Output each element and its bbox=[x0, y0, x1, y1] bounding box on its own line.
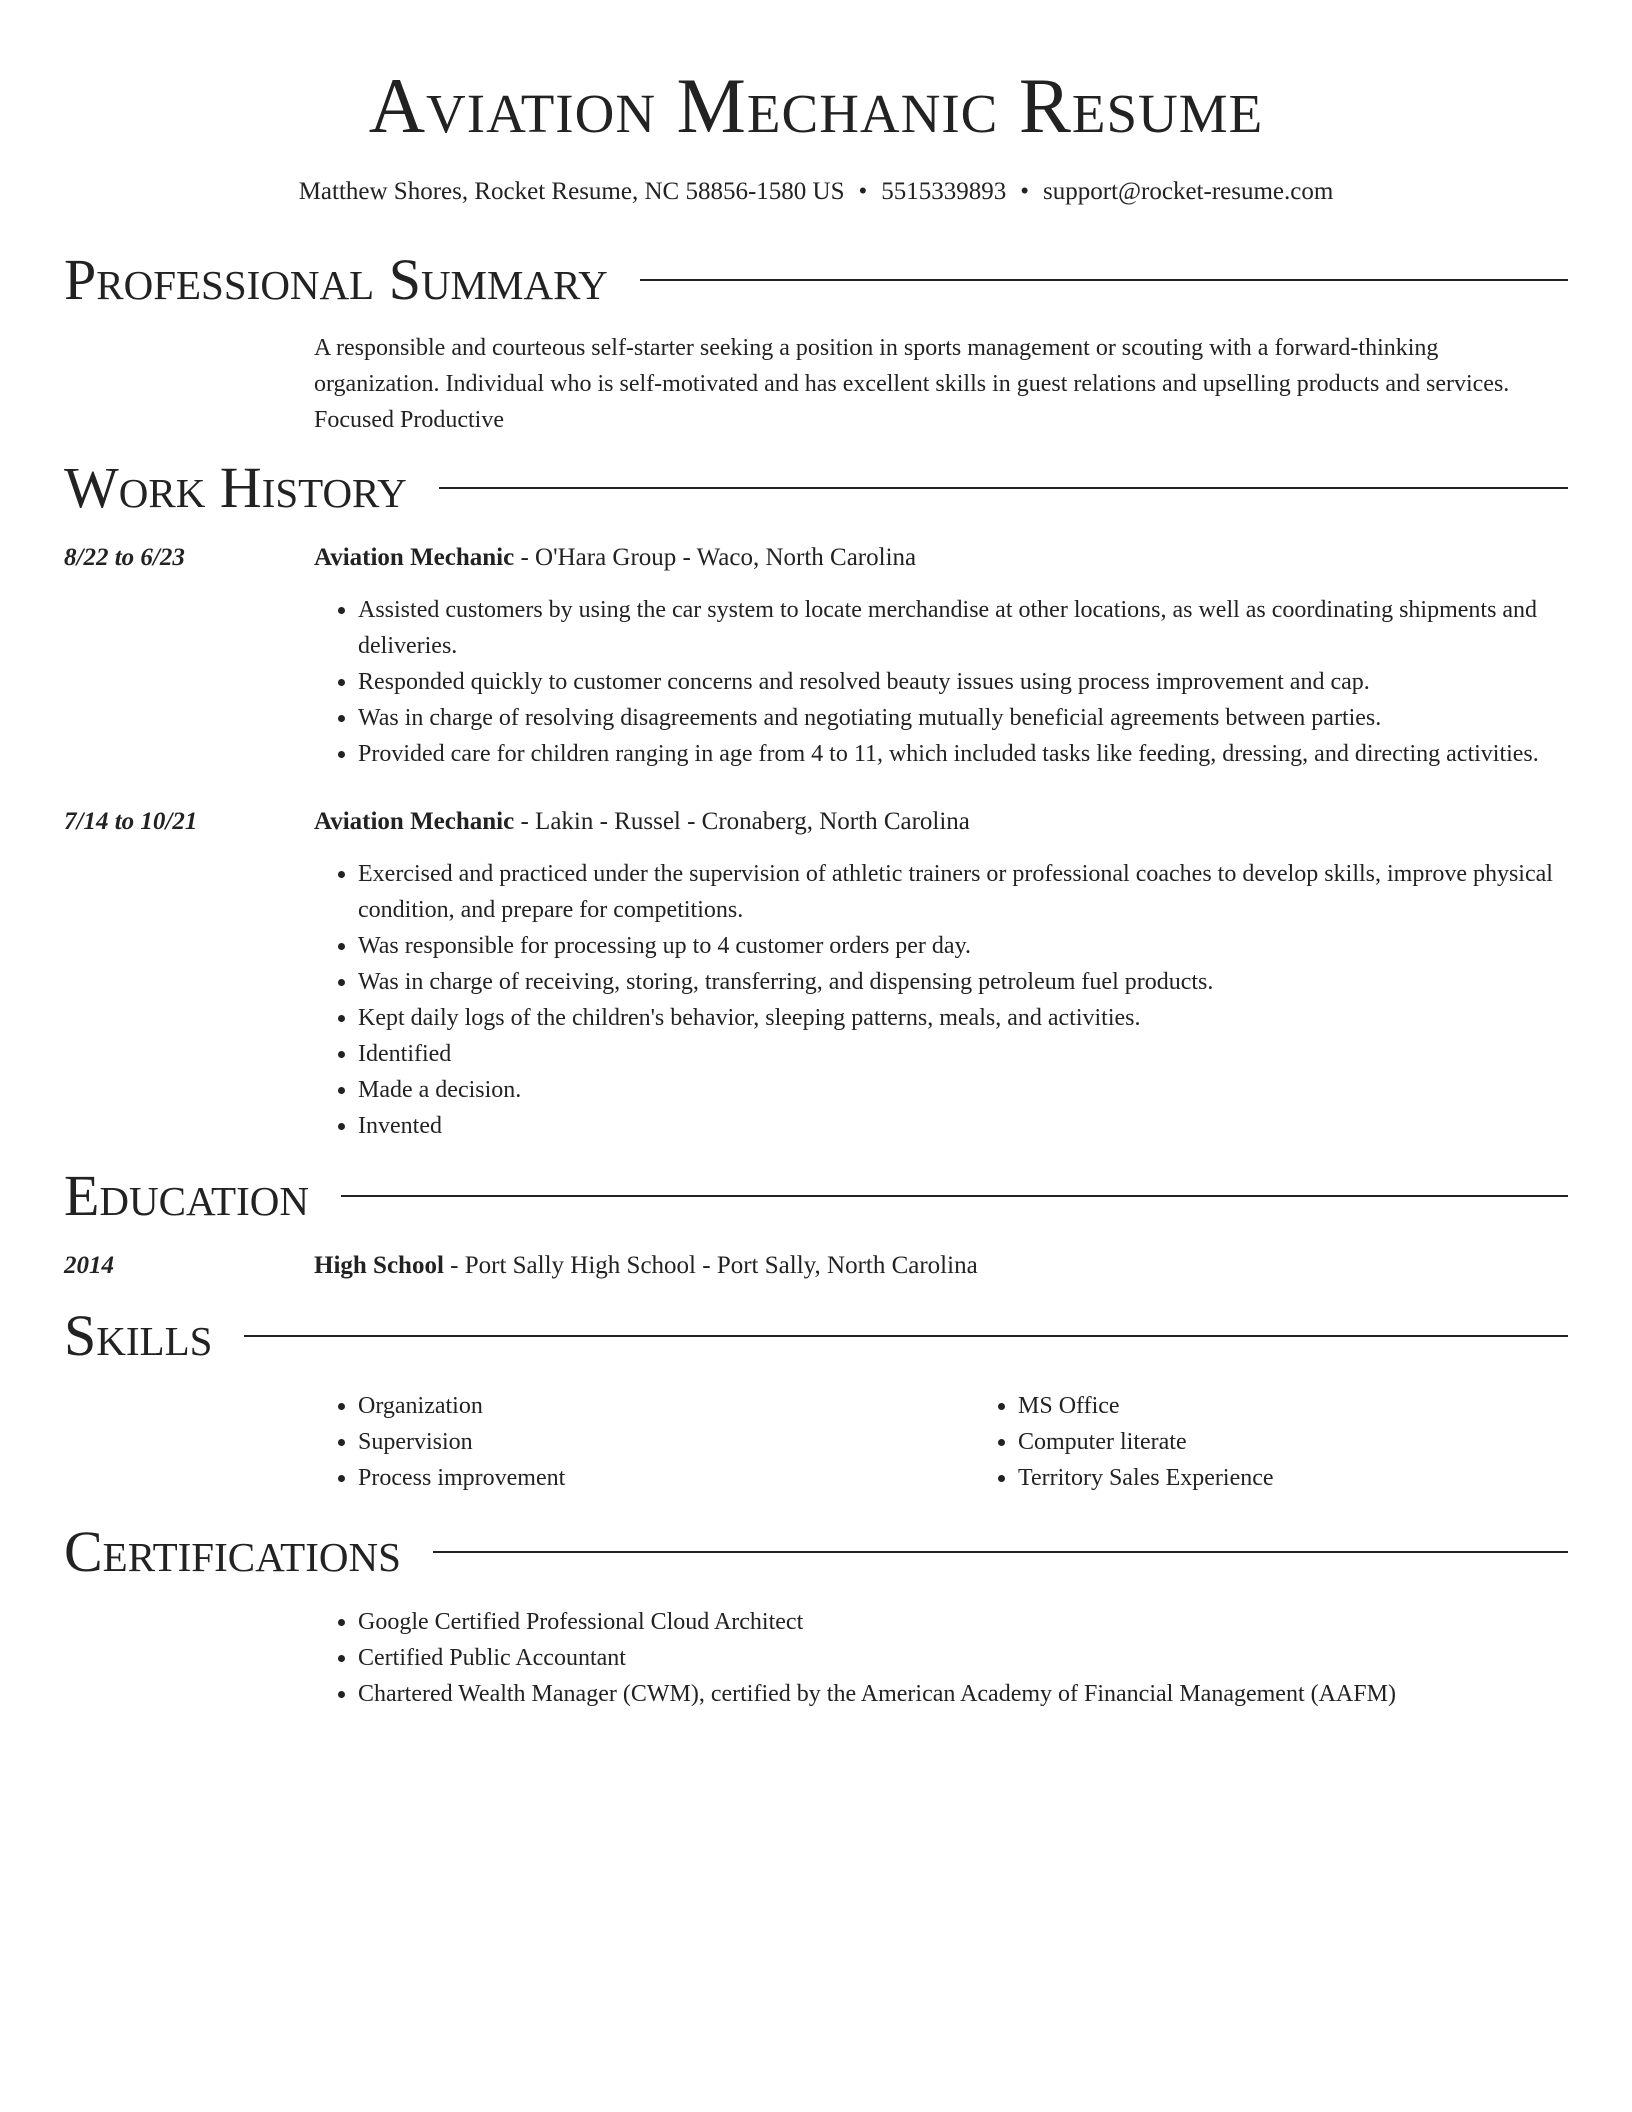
certifications-list bbox=[314, 1604, 1568, 1712]
contact-separator: • bbox=[858, 178, 868, 205]
section-title-skills: Skills bbox=[64, 1303, 213, 1368]
list-item: • Provided care for children ranging in age from 4 to 11, which included tasks like feeding, dressing, and directing activities. bbox=[358, 736, 1568, 772]
skills-grid bbox=[314, 1388, 1568, 1496]
section-header-education bbox=[64, 1164, 1568, 1228]
contact-email: support@rocket-resume.com bbox=[1043, 178, 1334, 205]
summary-text: A responsible and courteous self-starter seeking a position in sports management or scouting with a forward-thinking organization. Individual who is self-motivated and has excellent skills in guest relations and upselling products and services. Focused Productive bbox=[314, 335, 1510, 433]
education-heading bbox=[314, 1248, 1568, 1284]
section-title-summary: Professional Summary bbox=[64, 247, 608, 312]
skills-column-left bbox=[314, 1388, 974, 1496]
section-title-education: Education bbox=[64, 1163, 309, 1228]
list-item: • Responded quickly to customer concerns and resolved beauty issues using process improvement and cap. bbox=[358, 664, 1568, 700]
section-divider bbox=[640, 279, 1568, 281]
job-body bbox=[314, 804, 1568, 1144]
job-entry bbox=[64, 540, 1568, 772]
section-divider bbox=[433, 1551, 1568, 1553]
education-body bbox=[314, 1248, 1568, 1284]
section-header-work bbox=[64, 456, 1568, 520]
section-divider bbox=[341, 1195, 1568, 1197]
list-item: • Process improvement bbox=[358, 1460, 974, 1496]
certifications-bullets bbox=[314, 1604, 1568, 1712]
section-title-work: Work History bbox=[64, 455, 407, 520]
list-item: • Organization bbox=[358, 1388, 974, 1424]
contact-separator: • bbox=[1020, 178, 1030, 205]
list-item: • Identified bbox=[358, 1036, 1568, 1072]
list-item: • Chartered Wealth Manager (CWM), certified by the American Academy of Financial Management (AAFM) bbox=[358, 1676, 1568, 1712]
list-item: • Territory Sales Experience bbox=[1018, 1460, 1632, 1496]
list-item: • Assisted customers by using the car system to locate merchandise at other locations, as well as coordinating shipments and deliveries. bbox=[358, 592, 1568, 664]
list-item: • Kept daily logs of the children's behavior, sleeping patterns, meals, and activities. bbox=[358, 1000, 1568, 1036]
job-bullets bbox=[314, 592, 1568, 772]
list-item: • Supervision bbox=[358, 1424, 974, 1460]
list-item: • Invented bbox=[358, 1108, 1568, 1144]
job-entry bbox=[64, 804, 1568, 1144]
contact-phone: 5515339893 bbox=[881, 178, 1007, 205]
education-year: 2014 bbox=[64, 1252, 114, 1279]
section-divider bbox=[439, 487, 1568, 489]
list-item: • Computer literate bbox=[1018, 1424, 1632, 1460]
education-school: - Port Sally High School - Port Sally, North Carolina bbox=[443, 1252, 978, 1279]
list-item: • Google Certified Professional Cloud Architect bbox=[358, 1604, 1568, 1640]
job-body bbox=[314, 540, 1568, 772]
job-employer: - Lakin - Russel - Cronaberg, North Carolina bbox=[514, 808, 970, 835]
list-item: • Was in charge of resolving disagreements and negotiating mutually beneficial agreements between parties. bbox=[358, 700, 1568, 736]
resume-title: Aviation Mechanic Resume bbox=[368, 62, 1264, 149]
contact-address: Matthew Shores, Rocket Resume, NC 58856-1580 US bbox=[298, 178, 845, 205]
section-title-certifications: Certifications bbox=[64, 1519, 401, 1584]
job-heading bbox=[314, 540, 1568, 576]
education-degree: High School bbox=[314, 1252, 444, 1279]
job-title: Aviation Mechanic bbox=[314, 544, 515, 571]
contact-line bbox=[64, 176, 1568, 208]
skills-column-right bbox=[974, 1388, 1632, 1496]
job-title: Aviation Mechanic bbox=[314, 808, 515, 835]
job-dates: 7/14 to 10/21 bbox=[64, 808, 198, 835]
section-header-summary bbox=[64, 248, 1568, 312]
job-dates: 8/22 to 6/23 bbox=[64, 544, 185, 571]
section-header-skills bbox=[64, 1304, 1568, 1368]
list-item: • Was responsible for processing up to 4 customer orders per day. bbox=[358, 928, 1568, 964]
list-item: • Was in charge of receiving, storing, transferring, and dispensing petroleum fuel products. bbox=[358, 964, 1568, 1000]
list-item: • MS Office bbox=[1018, 1388, 1632, 1424]
education-entry bbox=[64, 1248, 1568, 1284]
list-item: • Made a decision. bbox=[358, 1072, 1568, 1108]
section-divider bbox=[244, 1335, 1568, 1337]
section-header-certifications bbox=[64, 1520, 1568, 1584]
list-item: • Exercised and practiced under the supervision of athletic trainers or professional coaches to develop skills, improve physical condition, and prepare for competitions. bbox=[358, 856, 1568, 928]
list-item: • Certified Public Accountant bbox=[358, 1640, 1568, 1676]
job-bullets bbox=[314, 856, 1568, 1144]
job-heading bbox=[314, 804, 1568, 840]
job-employer: - O'Hara Group - Waco, North Carolina bbox=[514, 544, 917, 571]
